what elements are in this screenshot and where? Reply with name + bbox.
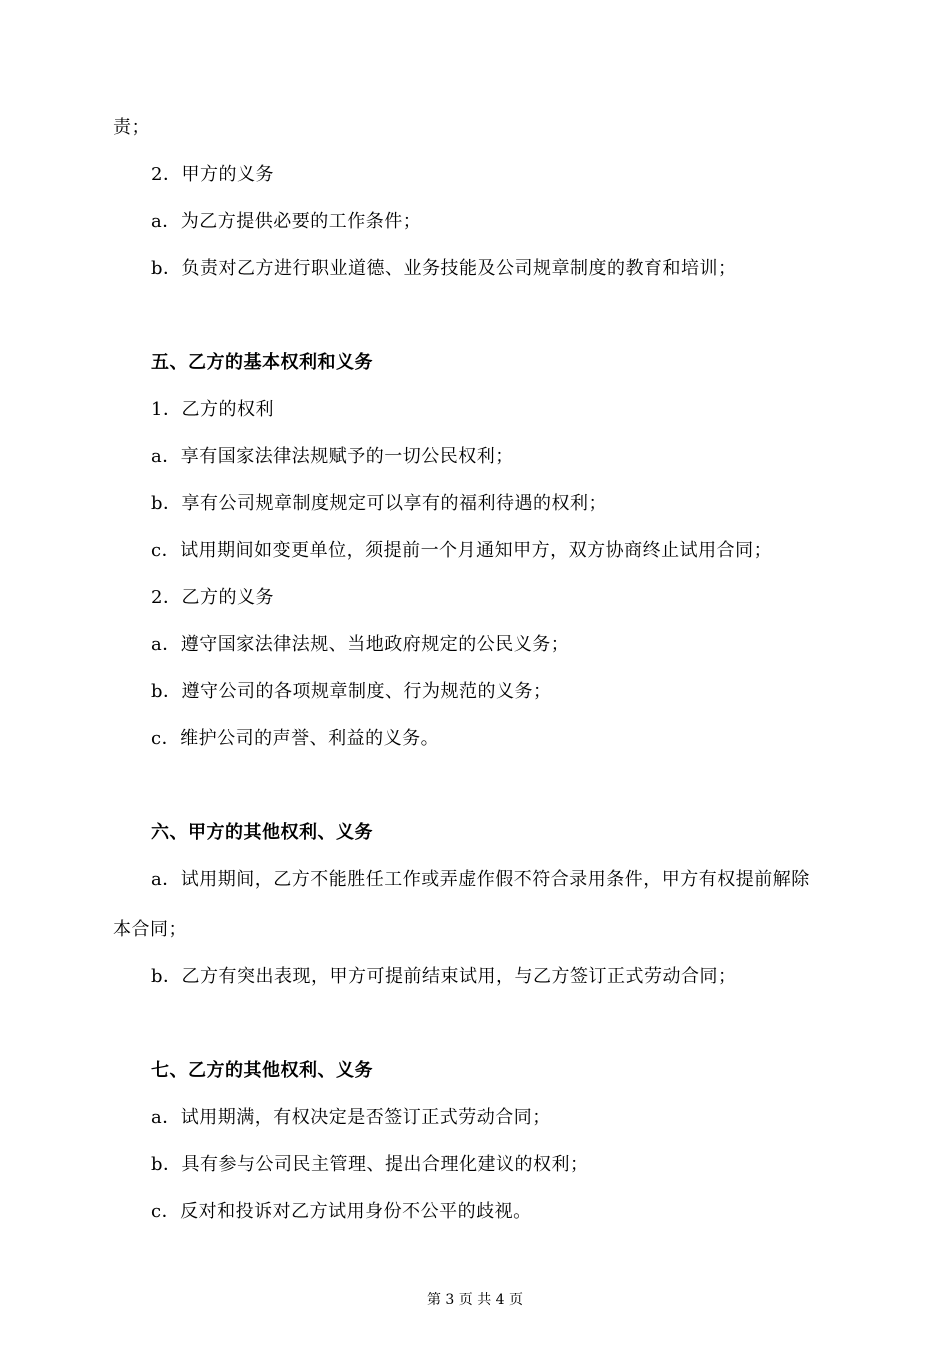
text-line: b．具有参与公司民主管理、提出合理化建议的权利； <box>151 1154 589 1175</box>
page-number-footer: 第 3 页 共 4 页 <box>426 1292 524 1308</box>
text-line: a．享有国家法律法规赋予的一切公民权利； <box>151 446 514 467</box>
text-line: c．维护公司的声誉、利益的义务。 <box>151 728 440 749</box>
text-line: c．反对和投诉对乙方试用身份不公平的歧视。 <box>151 1201 532 1222</box>
text-line: b．负责对乙方进行职业道德、业务技能及公司规章制度的教育和培训； <box>151 258 737 279</box>
text-line: b．乙方有突出表现，甲方可提前结束试用，与乙方签订正式劳动合同； <box>151 966 737 987</box>
text-line: a．为乙方提供必要的工作条件； <box>151 211 422 232</box>
text-line: c．试用期间如变更单位，须提前一个月通知甲方，双方协商终止试用合同； <box>151 540 773 561</box>
text-line: 本合同； <box>113 919 187 940</box>
text-line: a．试用期满，有权决定是否签订正式劳动合同； <box>151 1107 551 1128</box>
text-line: b．享有公司规章制度规定可以享有的福利待遇的权利； <box>151 493 608 514</box>
text-line: 2．甲方的义务 <box>151 164 274 185</box>
section-heading: 六、甲方的其他权利、义务 <box>151 822 373 843</box>
text-line: 责； <box>113 117 150 138</box>
text-line: 1．乙方的权利 <box>151 399 274 420</box>
text-line: a．遵守国家法律法规、当地政府规定的公民义务； <box>151 634 570 655</box>
text-line: b．遵守公司的各项规章制度、行为规范的义务； <box>151 681 552 702</box>
section-heading: 五、乙方的基本权利和义务 <box>151 352 373 373</box>
section-heading: 七、乙方的其他权利、义务 <box>151 1060 373 1081</box>
text-line: 2．乙方的义务 <box>151 587 274 608</box>
text-line: a．试用期间，乙方不能胜任工作或弄虚作假不符合录用条件，甲方有权提前解除 <box>151 869 810 890</box>
